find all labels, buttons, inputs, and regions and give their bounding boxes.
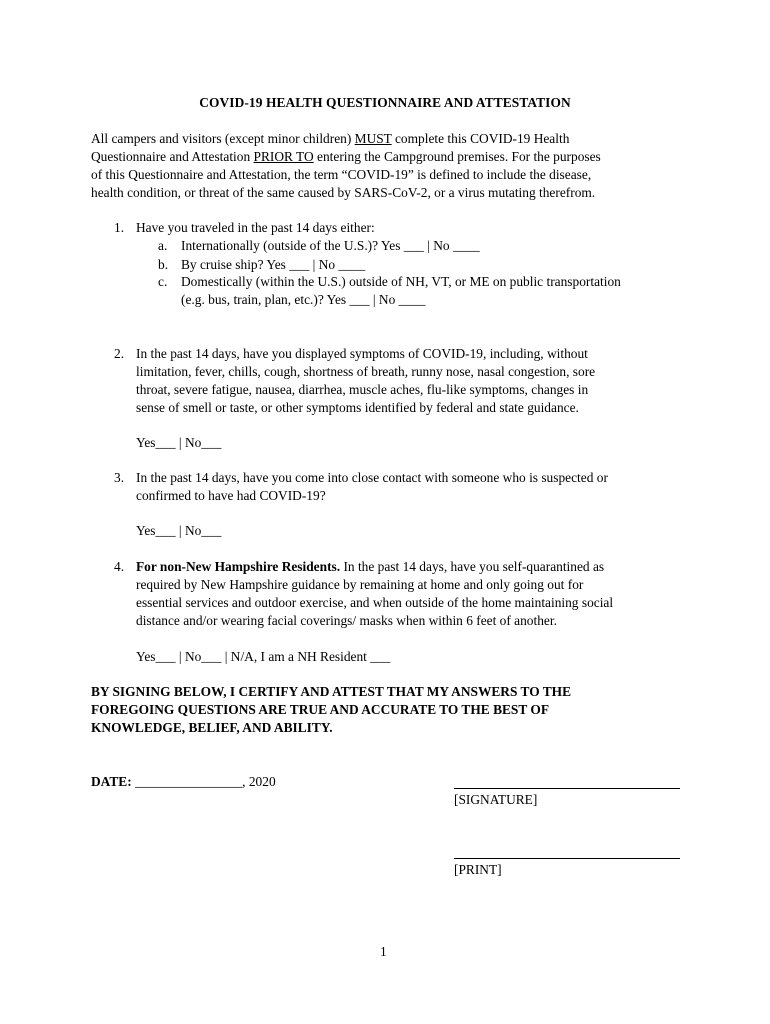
q3-answer[interactable]: Yes___ | No___: [136, 523, 222, 538]
q1-c-label: c.: [158, 274, 168, 289]
q1-number: 1.: [114, 220, 125, 235]
signature-line[interactable]: [454, 788, 680, 789]
q3-line-2: confirmed to have had COVID-19?: [136, 488, 326, 503]
certification-statement: BY SIGNING BELOW, I CERTIFY AND ATTEST THAT MY ANSWERS TO THE FOREGOING QUESTIONS ARE TRUE AND ACCURATE TO THE BEST OF KNOWLEDGE, BELIEF, AND ABILITY.: [91, 684, 572, 735]
q4-line-4: distance and/or wearing facial coverings/ masks when within 6 feet of another.: [136, 613, 557, 628]
date-year: , 2020: [242, 774, 276, 789]
intro-paragraph: [91, 130, 691, 202]
q1-a-label: a.: [158, 238, 168, 253]
intro-line-1: All campers and visitors (except minor children) MUST complete this COVID-19 Health: [91, 131, 570, 146]
date-field[interactable]: [91, 773, 276, 791]
date-label: DATE:: [91, 774, 132, 789]
prior-to-emphasis: PRIOR TO: [253, 149, 314, 164]
q4-answer[interactable]: Yes___ | No___ | N/A, I am a NH Resident ___: [136, 649, 391, 664]
q1-b-label: b.: [158, 257, 169, 272]
q1-c-text-2: (e.g. bus, train, plan, etc.)? Yes ___ | No ____: [181, 292, 426, 307]
q4-heading: For non-New Hampshire Residents.: [136, 559, 341, 574]
q3-number: 3.: [114, 470, 125, 485]
q4-line-3: essential services and outdoor exercise, and when outside of the home maintaining social: [136, 595, 614, 610]
q2-line-1: In the past 14 days, have you displayed symptoms of COVID-19, including, without: [136, 346, 588, 361]
must-emphasis: MUST: [354, 131, 392, 146]
q2-number: 2.: [114, 346, 125, 361]
q2-answer[interactable]: Yes___ | No___: [136, 435, 222, 450]
signature-label: [SIGNATURE]: [454, 792, 538, 807]
document-title: COVID-19 HEALTH QUESTIONNAIRE AND ATTESTATION: [199, 95, 571, 110]
q4-line-1: For non-New Hampshire Residents. In the past 14 days, have you self-quarantined as: [136, 559, 605, 574]
q2-line-4: sense of smell or taste, or other symptoms identified by federal and state guidance.: [136, 400, 579, 415]
print-label: [PRINT]: [454, 862, 502, 877]
q1-text: Have you traveled in the past 14 days either:: [136, 220, 375, 235]
q4-number: 4.: [114, 559, 125, 574]
q3-line-1: In the past 14 days, have you come into close contact with someone who is suspected or: [136, 470, 608, 485]
q4-line-2: required by New Hampshire guidance by remaining at home and only going out for: [136, 577, 584, 592]
date-blank: ________________: [131, 774, 243, 789]
q2-line-2: limitation, fever, chills, cough, shortness of breath, runny nose, nasal congestion, sore: [136, 364, 596, 379]
intro-line-2: Questionnaire and Attestation PRIOR TO entering the Campground premises. For the purposes: [91, 149, 601, 164]
q1-b-text: By cruise ship? Yes ___ | No ____: [181, 257, 366, 272]
q1-c-text-1: Domestically (within the U.S.) outside of NH, VT, or ME on public transportation: [181, 274, 621, 289]
print-line[interactable]: [454, 858, 680, 859]
intro-line-3: of this Questionnaire and Attestation, the term “COVID-19” is defined to include the disease,: [91, 167, 592, 182]
q1-a-text: Internationally (outside of the U.S.)? Yes ___ | No ____: [181, 238, 480, 253]
page-number: 1: [380, 944, 387, 959]
intro-line-4: health condition, or threat of the same caused by SARS-CoV-2, or a virus mutating therefrom.: [91, 185, 596, 200]
q2-line-3: throat, severe fatigue, nausea, diarrhea, muscle aches, flu-like symptoms, changes in: [136, 382, 589, 397]
